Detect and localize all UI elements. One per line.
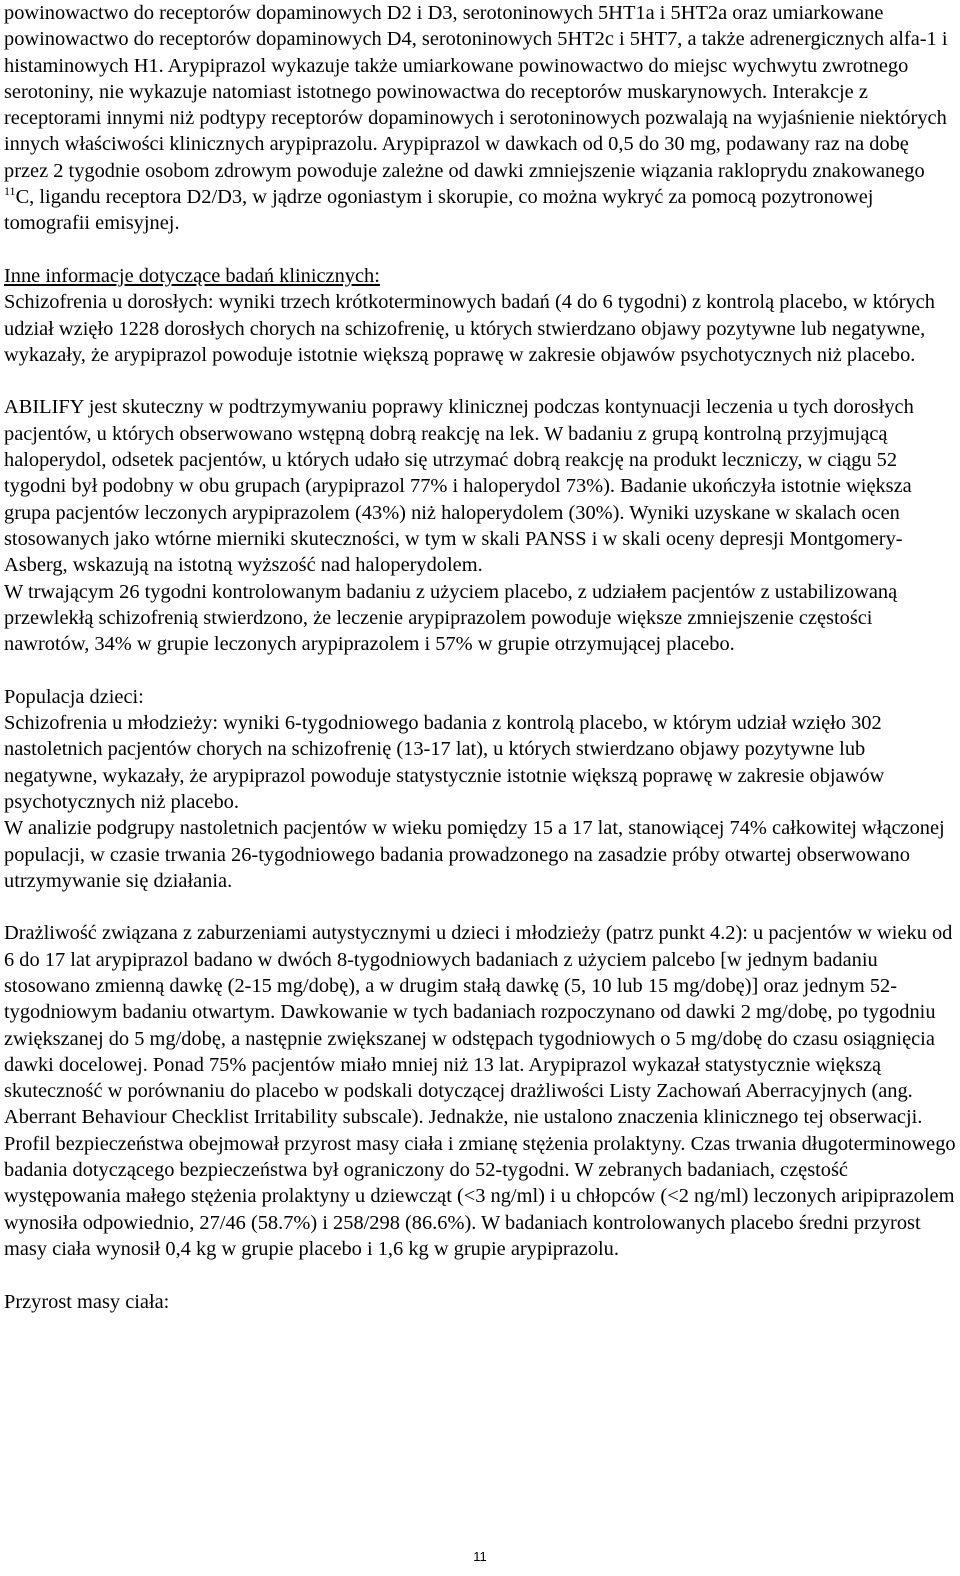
document-page (4, 0, 958, 1315)
page-number: 11 (473, 1549, 487, 1564)
maintenance-paragraph: ABILIFY jest skuteczny w podtrzymywaniu poprawy klinicznej podczas kontynuacji leczenia u tych dorosłych pacjentów, u których obserwowano wstępną dobrą reakcję na lek. W badaniu z grupą kontrolną przyjmującą haloperydol, odsetek pacjentów, u których udało się utrzymać dobrą reakcję na produkt leczniczy, w ciągu 52 tygodni był podobny w obu grupach (arypiprazol 77% i haloperydol 73%). Badanie ukończyła istotnie większa grupa pacjentów leczonych arypiprazolem (43%) niż haloperydolem (30%). Wyniki uzyskane w skalach ocen stosowanych jako wtórne mierniki skuteczności, w tym w skali PANSS i w skali oceny depresji Montgomery-Asberg, wskazują na istotną wyższość nad haloperydolem. (4, 396, 914, 577)
adult-schizophrenia-paragraph: Schizofrenia u dorosłych: wyniki trzech krótkoterminowych badań (4 do 6 tygodni) z kontrolą placebo, w których udział wzięło 1228 dorosłych chorych na schizofrenię, u których stwierdzano objawy pozytywne lub negatywne, wykazały, że arypiprazol powoduje istotnie większą poprawę w zakresie objawów psychotycznych niż placebo. (4, 291, 935, 366)
relapse-paragraph: W trwającym 26 tygodni kontrolowanym badaniu z użyciem placebo, z udziałem pacjentów z ustabilizowaną przewlekłą schizofrenią stwierdzono, że leczenie arypiprazolem powoduje większe zmniejszenie częstości nawrotów, 34% w grupie leczonych arypiprazolem i 57% w grupie otrzymującej placebo. (4, 580, 898, 656)
pharmacology-text-2: C, ligandu receptora D2/D3, w jądrze ogoniastym i skorupie, co można wykryć za pomocą pozytronowej tomografii emisyjnej. (4, 186, 874, 235)
pediatric-heading: Populacja dzieci: (4, 685, 144, 708)
weight-gain-heading: Przyrost masy ciała: (4, 1290, 170, 1313)
adolescent-schizophrenia-paragraph: Schizofrenia u młodzieży: wyniki 6-tygodniowego badania z kontrolą placebo, w którym udział wzięło 302 nastoletnich pacjentów chorych na schizofrenię (13-17 lat), u których stwierdzano objawy pozytywne lub negatywne, wykazały, że arypiprazol powoduje statystycznie istotnie większą poprawę w zakresie objawów psychotycznych niż placebo. (4, 712, 885, 813)
subgroup-analysis-paragraph: W analizie podgrupy nastoletnich pacjentów w wieku pomiędzy 15 a 17 lat, stanowiącej 74% całkowitej włączonej populacji, w czasie trwania 26-tygodniowego badania prowadzonego na zasadzie próby otwartej obserwowano utrzymywanie się działania. (4, 817, 945, 892)
autism-irritability-paragraph: Drażliwość związana z zaburzeniami autystycznymi u dzieci i młodzieży (patrz punkt 4.2): u pacjentów w wieku od 6 do 17 lat arypiprazol badano w dwóch 8-tygodniowych badaniach z użyciem palcebo [w jednym badaniu stosowano zmienną dawkę (2-15 mg/dobę), a w drugim stałą dawkę (5, 10 lub 15 mg/dobę)] oraz jednym 52-tygodniowym badaniu otwartym. Dawkowanie w tych badaniach rozpoczynano od dawki 2 mg/dobę, po tygodniu zwiększanej do 5 mg/dobę, a następnie zwiększanej w odstępach tygodniowych o 5 mg/dobę do czasu osiągnięcia dawki docelowej. Ponad 75% pacjentów miało mniej niż 13 lat. Arypiprazol wykazał statystycznie większą skuteczność w porównaniu do placebo w podskali dotyczącej drażliwości Listy Zachowań Aberracyjnych (ang. Aberrant Behaviour Checklist Irritability subscale). Jednakże, nie ustalono znaczenia klinicznego tej obserwacji. Profil bezpieczeństwa obejmował przyrost masy ciała i zmianę stężenia prolaktyny. Czas trwania długoterminowego badania dotyczącego bezpieczeństwa był ograniczony do 52-tygodni. W zebranych badaniach, częstość występowania małego stężenia prolaktyny u dziewcząt (<3 ng/ml) i u chłopców (<2 ng/ml) leczonych aripiprazolem wynosiła odpowiednio, 27/46 (58.7%) i 258/298 (86.6%). W badaniach kontrolowanych placebo średni przyrost masy ciała wynosił 0,4 kg w grupie placebo i 1,6 kg w grupie arypiprazolu. (4, 922, 956, 1260)
pharmacology-paragraph (4, 0, 958, 237)
isotope-superscript: 11 (4, 184, 16, 199)
clinical-studies-heading: Inne informacje dotyczące badań klinicznych: (4, 264, 380, 287)
pharmacology-text-1: powinowactwo do receptorów dopaminowych D2 i D3, serotoninowych 5HT1a i 5HT2a oraz umiarkowane powinowactwo do receptorów dopaminowych D4, serotoninowych 5HT2c i 5HT7, a także adrenergicznych alfa-1 i histaminowych H1. Arypiprazol wykazuje także umiarkowane powinowactwo do miejsc wychwytu zwrotnego serotoniny, nie wykazuje natomiast istotnego powinowactwa do receptorów muskarynowych. Interakcje z receptorami innymi niż podtypy receptorów dopaminowych i serotoninowych pozwalają na wyjaśnienie niektórych innych właściwości klinicznych arypiprazolu. Arypiprazol w dawkach od 0,5 do 30 mg, podawany raz na dobę przez 2 tygodnie osobom zdrowym powoduje zależne od dawki zmniejszenie wiązania rakloprydu znakowanego (4, 2, 948, 182)
